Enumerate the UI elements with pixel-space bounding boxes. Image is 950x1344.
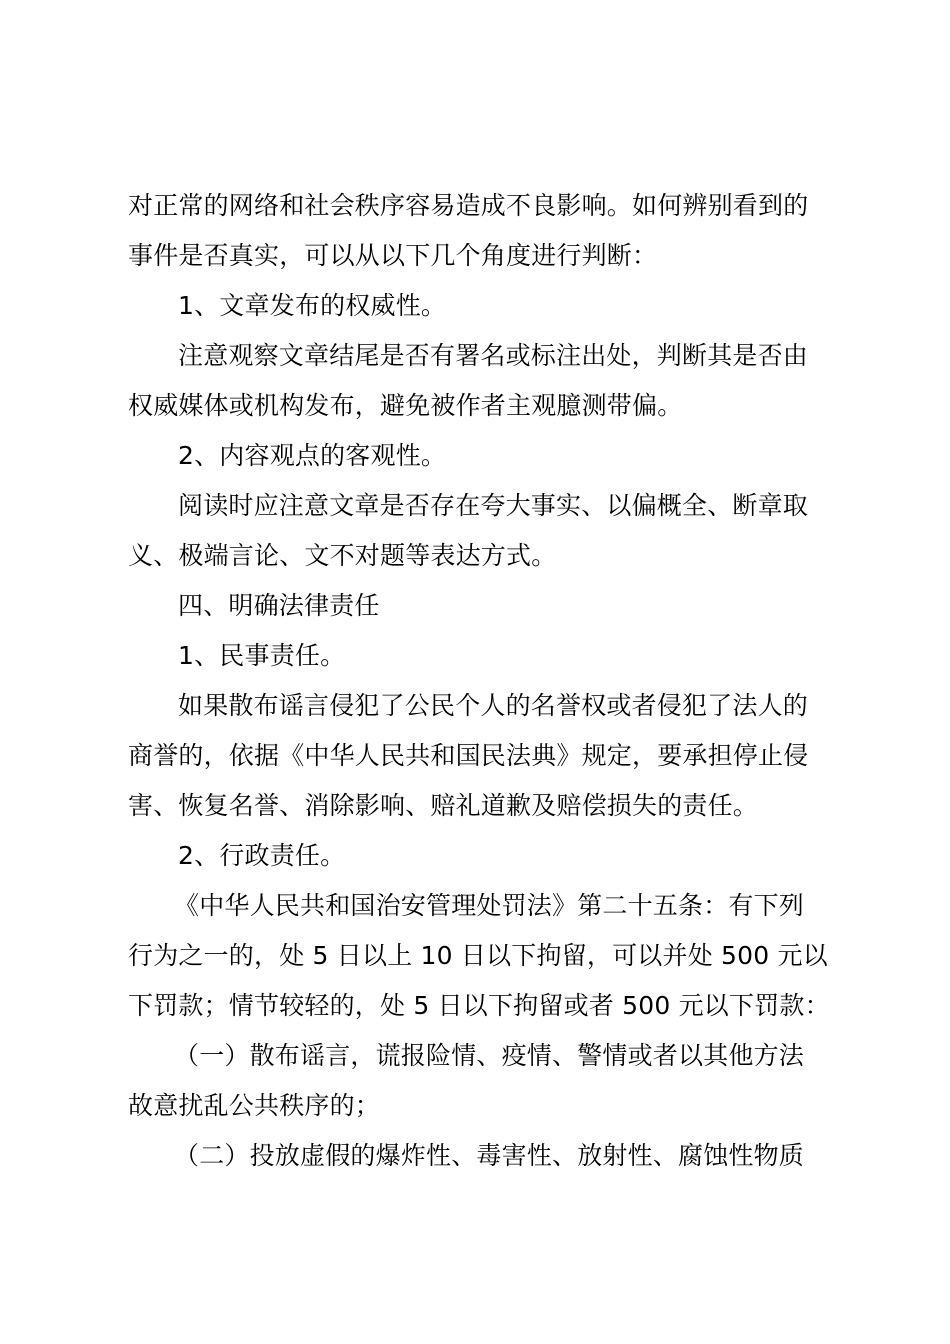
section-item-heading: 2、内容观点的客观性。 [178, 441, 447, 470]
text-line: 下罚款；情节较轻的，处 5 日以下拘留或者 500 元以下罚款： [128, 991, 830, 1020]
text-line: 商誉的，依据《中华人民共和国民法典》规定，要承担停止侵 [128, 741, 809, 770]
text-line: 注意观察文章结尾是否有署名或标注出处，判断其是否由 [178, 341, 809, 370]
text-line: 事件是否真实，可以从以下几个角度进行判断： [128, 241, 658, 270]
text-line: 故意扰乱公共秩序的； [128, 1091, 381, 1120]
text-line: （一）散布谣言，谎报险情、疫情、警情或者以其他方法 [174, 1041, 805, 1070]
section-heading: 四、明确法律责任 [178, 591, 380, 620]
text-line: （二）投放虚假的爆炸性、毒害性、放射性、腐蚀性物质 [174, 1141, 805, 1170]
text-line: 如果散布谣言侵犯了公民个人的名誉权或者侵犯了法人的 [178, 691, 809, 720]
text-line: 行为之一的，处 5 日以上 10 日以下拘留，可以并处 500 元以 [128, 941, 828, 970]
text-line: 权威媒体或机构发布，避免被作者主观臆测带偏。 [128, 391, 683, 420]
body-text [128, 181, 833, 1181]
section-item-heading: 1、文章发布的权威性。 [178, 291, 447, 320]
section-item-heading: 2、行政责任。 [178, 841, 346, 870]
text-line: 害、恢复名誉、消除影响、赔礼道歉及赔偿损失的责任。 [128, 791, 759, 820]
text-line: 义、极端言论、文不对题等表达方式。 [128, 541, 557, 570]
section-item-heading: 1、民事责任。 [178, 641, 346, 670]
text-line: 阅读时应注意文章是否存在夸大事实、以偏概全、断章取 [178, 491, 809, 520]
text-line: 《中华人民共和国治安管理处罚法》第二十五条：有下列 [174, 891, 805, 920]
text-line: 对正常的网络和社会秩序容易造成不良影响。如何辨别看到的 [128, 191, 809, 220]
